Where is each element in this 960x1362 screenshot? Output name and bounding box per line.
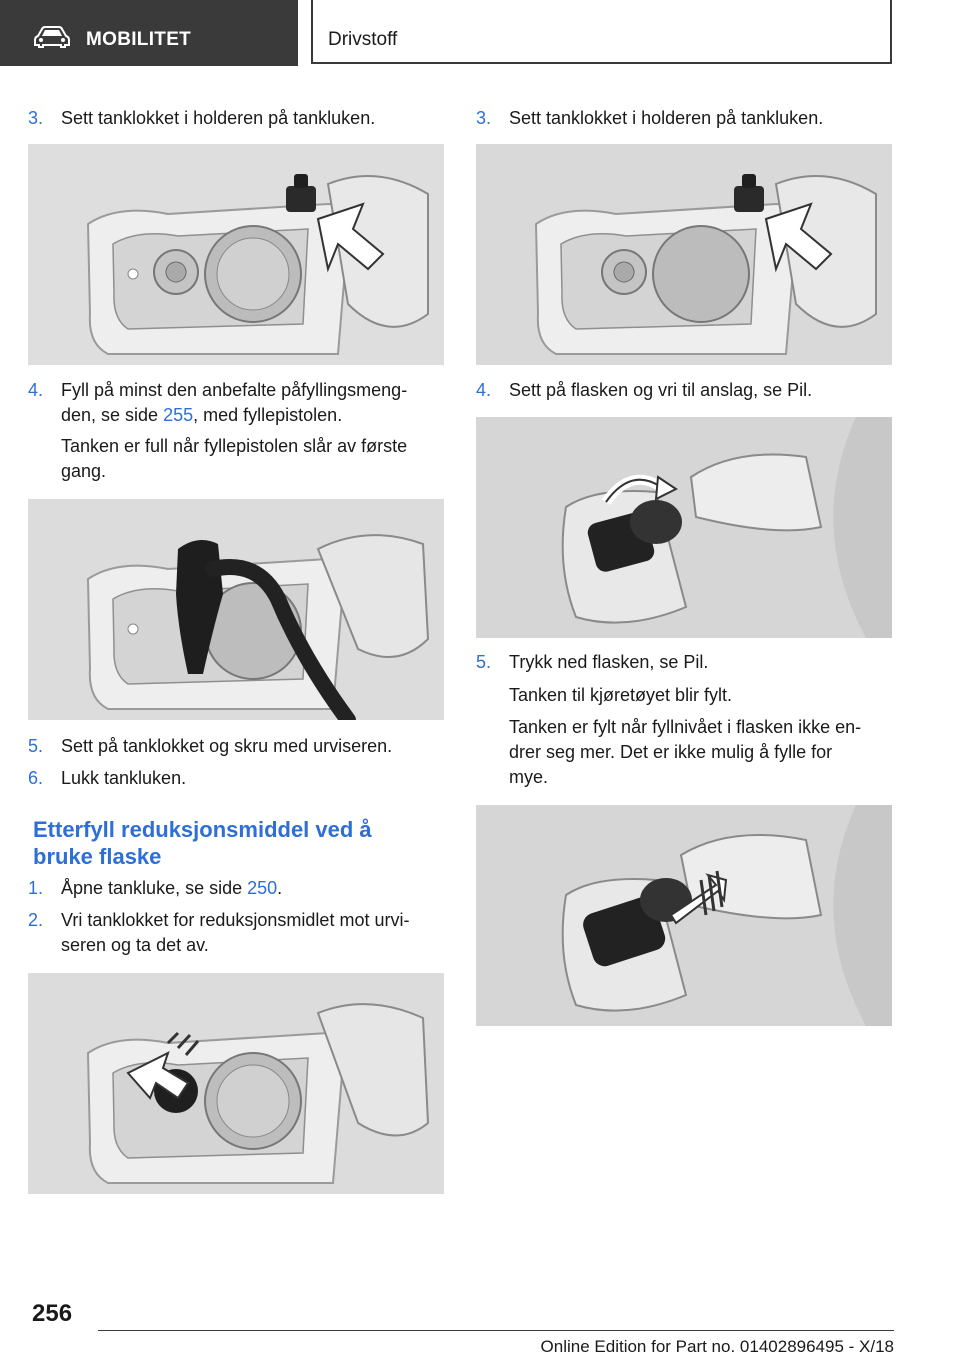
chapter-box — [311, 0, 892, 64]
note-line: Tanken er full når fyllepistolen slår av første — [61, 436, 408, 456]
step-number: 3. — [28, 108, 44, 128]
step-number: 3. — [476, 108, 492, 128]
step-item — [28, 766, 444, 791]
step-text: Vri tanklokket for reduksjonsmidlet mot urvi- — [61, 910, 410, 930]
bottle-twist-figure — [476, 417, 892, 638]
car-icon — [34, 26, 70, 48]
heading-line: Etterfyll reduksjonsmiddel ved å — [33, 817, 372, 842]
step-number: 4. — [476, 380, 492, 400]
section-heading — [33, 816, 443, 870]
step-note — [509, 683, 892, 708]
step-number: 6. — [28, 768, 44, 788]
step-item — [28, 734, 444, 759]
section-tab — [0, 0, 298, 66]
step-number: 5. — [28, 736, 44, 756]
step-text-part: , med fyllepistolen. — [193, 405, 343, 425]
footer-edition: Online Edition for Part no. 01402896495 - X/18 — [540, 1337, 894, 1356]
step-text-part: den, se side — [61, 405, 164, 425]
step-number: 4. — [28, 380, 44, 400]
chapter-title: Drivstoff — [328, 29, 398, 50]
fuel-cap-holder-figure — [28, 144, 444, 365]
note-line: Tanken er fylt når fyllnivået i flasken ikke en- — [509, 717, 862, 737]
step-item — [476, 378, 892, 403]
page-number: 256 — [32, 1300, 73, 1327]
step-text-part: Åpne tankluke, se side — [61, 878, 248, 898]
remove-cap-figure — [28, 973, 444, 1194]
step-text: Sett på tanklokket og skru med urviseren. — [61, 736, 393, 756]
step-text-line — [61, 403, 444, 428]
step-item — [28, 876, 444, 901]
step-text: Sett tanklokket i holderen på tankluken. — [509, 108, 824, 128]
step-item — [28, 106, 444, 131]
bottle-press-figure — [476, 805, 892, 1026]
heading-line: bruke flaske — [33, 844, 162, 869]
step-number: 5. — [476, 652, 492, 672]
note-line: drer seg mer. Det er ikke mulig å fylle for — [509, 742, 833, 762]
step-item — [476, 650, 892, 675]
step-item — [476, 106, 892, 131]
step-text-part: . — [277, 878, 283, 898]
step-item — [28, 908, 444, 958]
step-number: 1. — [28, 878, 44, 898]
page-header — [0, 0, 960, 66]
step-text: Fyll på minst den anbefalte påfyllingsmeng- — [61, 380, 408, 400]
step-text-line — [61, 876, 444, 901]
step-text: Trykk ned flasken, se Pil. — [509, 652, 709, 672]
cap-holder-figure — [476, 144, 892, 365]
page-link[interactable]: 255 — [163, 405, 194, 425]
note-line: Tanken til kjøretøyet blir fylt. — [509, 685, 733, 705]
step-number: 2. — [28, 910, 44, 930]
step-note — [61, 434, 444, 484]
note-line: gang. — [61, 461, 107, 481]
step-text: Sett på flasken og vri til anslag, se Pil. — [509, 380, 813, 400]
page-link[interactable]: 250 — [247, 878, 278, 898]
fuel-nozzle-figure — [28, 499, 444, 720]
step-note — [509, 715, 892, 790]
step-item — [28, 378, 444, 428]
section-title: MOBILITET — [86, 29, 192, 50]
step-text: Lukk tankluken. — [61, 768, 187, 788]
note-line: mye. — [509, 767, 549, 787]
step-text: seren og ta det av. — [61, 935, 209, 955]
footer-divider — [98, 1330, 894, 1331]
step-text: Sett tanklokket i holderen på tankluken. — [61, 108, 376, 128]
